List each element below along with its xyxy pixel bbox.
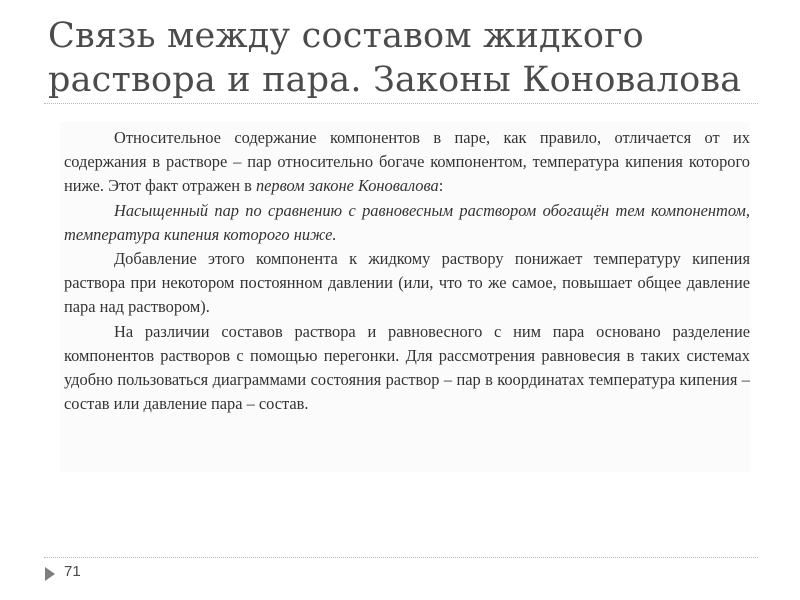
slide-title: Связь между составом жидкого раствора и пара. Законы Коновалова — [48, 16, 742, 100]
paragraph-4: На различии составов раствора и равновесного с ним пара основано разделение компонентов растворов с помощью перегонки. Для рассмотрения равновесия в таких системах удобно пользоваться диаграммами состояния раствор – пар в координатах температура кипения – состав или давление пара – состав. — [64, 321, 750, 414]
paragraph-1-end: : — [438, 176, 444, 196]
paragraph-2-law-statement — [64, 199, 750, 247]
title-divider — [44, 103, 758, 104]
law-statement-text: Насыщенный пар по сравнению с равновесным раствором обогащён тем компонентом, температура кипения которого ниже. — [64, 200, 750, 244]
scanned-text-block — [64, 126, 750, 416]
paragraph-1 — [64, 126, 750, 199]
page-number: 71 — [64, 563, 81, 580]
triangle-right-icon — [44, 566, 56, 582]
paragraph-3: Добавление этого компонента к жидкому раствору понижает температуру кипения раствора при некотором постоянном давлении (или, что то же самое, повышает общее давление пара над раствором). — [64, 249, 750, 317]
paragraph-1-text: Относительное содержание компонентов в паре, как правило, отличается от их содержания в растворе – пар относительно богаче компонентом, температура кипения которого ниже. Этот факт отражен в — [64, 128, 750, 196]
footer-divider — [44, 557, 758, 558]
konovalov-law-term: первом законе Коновалова — [255, 176, 439, 196]
